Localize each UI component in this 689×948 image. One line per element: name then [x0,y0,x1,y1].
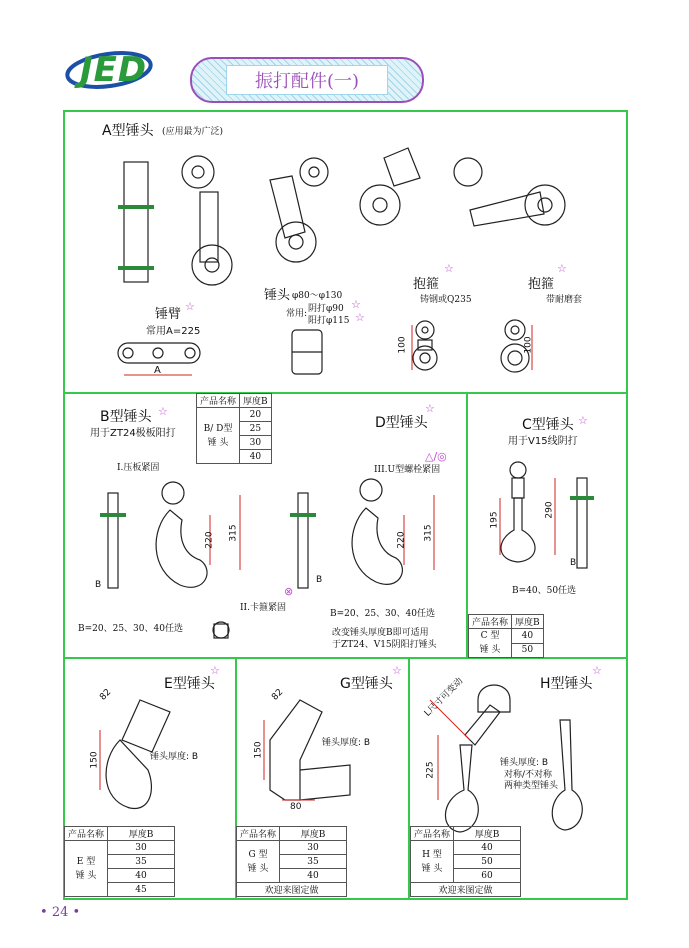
table-cell: 50 [454,855,521,869]
clamp1-label: 抱箍 [413,277,440,292]
table-header-name: 产品名称 [469,615,512,629]
table-cell: 45 [108,883,175,897]
dim-290: 290 [544,501,555,519]
section-c-subtitle: 用于V15线阴打 [508,436,578,447]
spec-table-h [410,826,521,897]
dim-220: 220 [204,531,215,549]
spec-table-e [64,826,175,897]
h-note-2: 两种类型锤头 [504,781,559,791]
star-icon: ☆ [185,300,195,313]
table-header-thickness: 厚度B [454,827,521,841]
star-icon: ☆ [210,664,220,677]
c-range: B=40、50任选 [512,586,577,596]
star-icon: ☆ [158,405,168,418]
logo-text: JED [80,50,148,90]
dim-225: 225 [425,761,436,779]
star-icon: ☆ [444,262,454,275]
star-icon: ☆ [351,298,361,311]
table-cell: 40 [108,869,175,883]
dim-220: 220 [396,531,407,549]
spec-table-g [236,826,347,897]
b-range: B=20、25、30、40任选 [78,624,183,634]
table-header-name: 产品名称 [65,827,108,841]
star-icon: ☆ [425,402,435,415]
product-name: B/ D型 [203,423,233,434]
clamp1-dimension: 100 [397,336,408,354]
dim-82: 82 [98,687,114,703]
dim-150: 150 [253,741,264,759]
fix-method-2: II.卡箍紧固 [240,603,286,613]
arm-note: 常用A=225 [146,326,201,337]
table-header-name: 产品名称 [411,827,454,841]
section-d-title: D型锤头 [375,415,428,431]
head-label: 锤头 [264,288,291,303]
spec-table-c [468,614,544,658]
triangle-circle-icon: △/◎ [425,450,447,463]
cross-circle-icon: ⊗ [284,585,294,598]
head-thickness: 锤头厚度: B [500,758,549,768]
fix-method-1: I.压板紧固 [117,463,160,473]
product-name: G 型 [248,849,268,860]
table-cell: 30 [108,841,175,855]
section-a-title: A型锤头 [102,123,154,139]
star-icon: ☆ [578,414,588,427]
product-name: 锤 头 [247,863,269,874]
product-name: H 型 [422,849,442,860]
section-h-title: H型锤头 [540,676,593,692]
head-common: 常用: [286,309,308,319]
head-range: φ80～φ130 [292,291,343,301]
page-number: • 24 • [40,905,81,920]
section-b-subtitle: 用于ZT24极板阳打 [90,428,176,439]
dim-b: B [95,580,102,590]
h-note-1: 对称/不对称 [504,770,553,780]
section-a-subtitle: (应用最为广泛) [162,127,224,137]
table-header-name: 产品名称 [197,394,240,408]
product-name: E 型 [76,856,96,867]
section-c-title: C型锤头 [522,417,574,433]
section-g-title: G型锤头 [340,676,393,692]
spec-table-bd [196,393,272,464]
product-name: 锤 头 [421,863,443,874]
section-b-title: B型锤头 [100,409,152,425]
fix-method-3: III.U型螺栓紧固 [374,465,441,475]
dim-b: B [316,575,323,585]
table-header-thickness: 厚度B [240,394,272,408]
d-range: B=20、25、30、40任选 [330,609,435,619]
head-yang: 阳打φ115 [308,316,350,326]
star-icon: ☆ [557,262,567,275]
table-cell: 40 [280,869,347,883]
clamp2-dimension: 100 [523,336,534,354]
table-header-name: 产品名称 [237,827,280,841]
arm-front-view [124,162,148,282]
table-cell: 60 [454,869,521,883]
table-cell: 30 [280,841,347,855]
head-yin: 阴打φ90 [308,304,344,314]
table-cell: 35 [280,855,347,869]
dim-150: 150 [89,751,100,769]
product-name: 锤 头 [207,437,229,448]
dim-l: L尺寸可变动 [422,676,466,719]
arm-dimension: A [154,365,161,376]
table-cell: 50 [512,643,544,658]
product-name: 锤 头 [75,870,97,881]
custom-order-note: 欢迎来图定做 [411,883,521,897]
d-note-1: 改变锤头厚度B即可适用 [332,628,429,638]
dim-195: 195 [489,511,500,529]
table-header-thickness: 厚度B [280,827,347,841]
table-header-thickness: 厚度B [108,827,175,841]
d-note-2: 于ZT24、V15阴阳打锤头 [332,640,437,650]
star-icon: ☆ [592,664,602,677]
star-icon: ☆ [355,311,365,324]
dim-315: 315 [423,524,434,542]
clamp2-label: 抱箍 [528,277,555,292]
table-cell: 20 [240,408,272,422]
table-cell: 30 [240,436,272,450]
star-icon: ☆ [392,664,402,677]
arm-label: 锤臂 [155,307,182,322]
table-cell: 25 [240,422,272,436]
dim-80: 80 [290,802,302,812]
table-cell: 40 [240,450,272,464]
section-e-title: E型锤头 [164,676,215,692]
dim-b: B [570,558,577,568]
clamp2-note: 带耐磨套 [546,295,583,305]
head-thickness: 锤头厚度: B [322,738,371,748]
clamp1-note: 铸钢或Q235 [420,295,472,305]
table-header-thickness: 厚度B [512,615,544,629]
custom-order-note: 欢迎来图定做 [237,883,347,897]
page-number-value: 24 [51,905,69,920]
dim-315: 315 [228,524,239,542]
table-cell: 35 [108,855,175,869]
table-cell: 40 [454,841,521,855]
product-name: 锤 头 [479,645,501,655]
page-title: 振打配件(一) [226,65,388,95]
head-thickness: 锤头厚度: B [150,752,199,762]
table-cell: 40 [512,629,544,644]
product-name: C 型 [480,631,500,641]
dim-82: 82 [270,687,286,703]
